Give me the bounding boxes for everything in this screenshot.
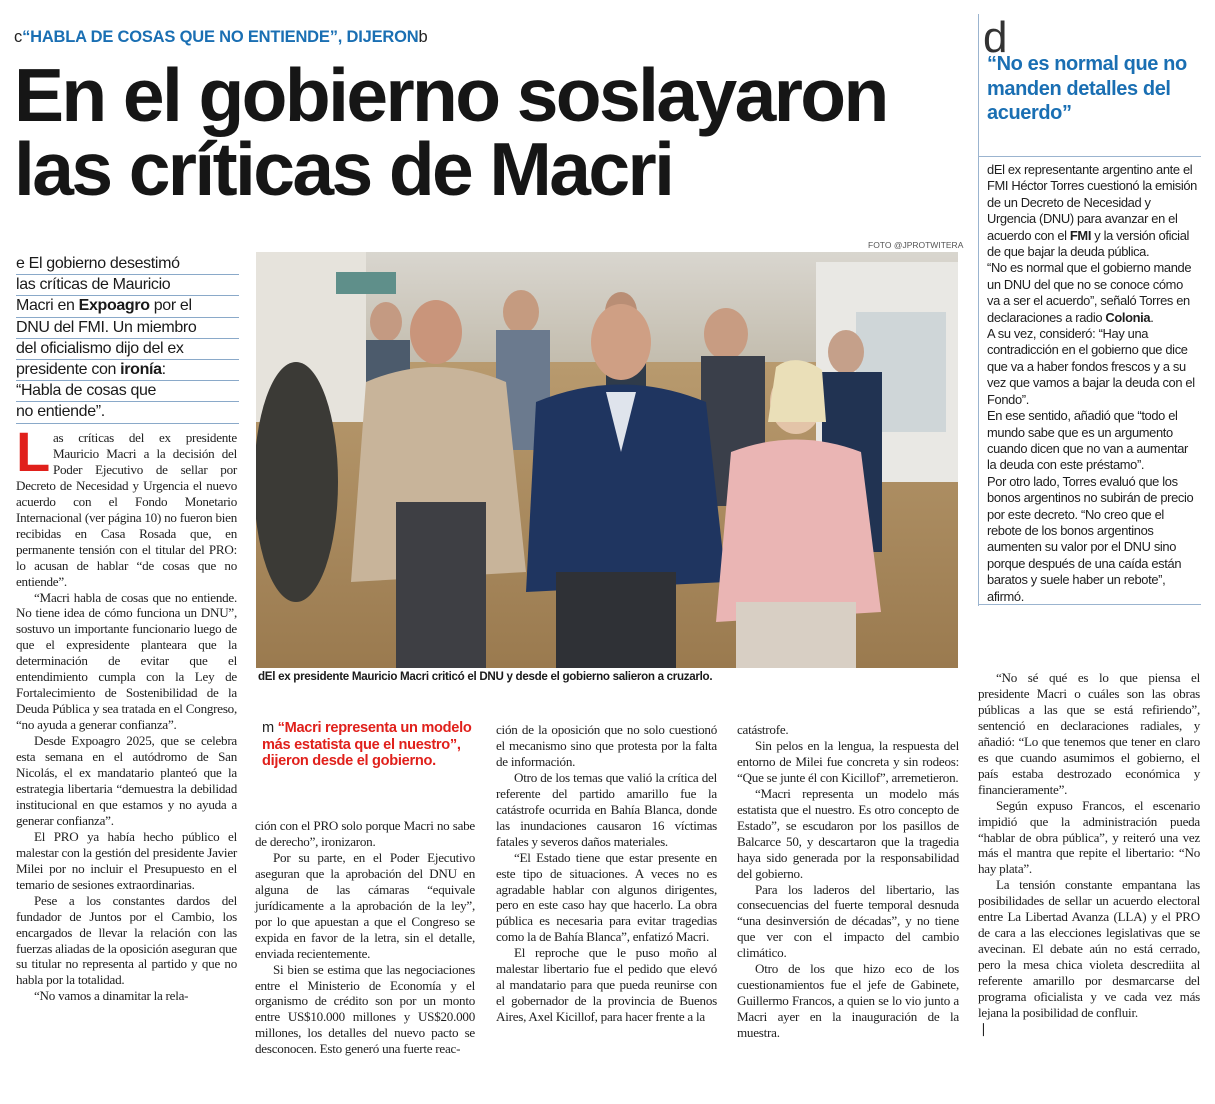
body-column-2	[255, 818, 475, 1057]
body-paragraph: “El Estado tiene que estar presente en este tipo de situaciones. A veces no es agradable hablar con algunos dirigentes, pero en este caso hay que hacerlo. La obra pública es necesaria para evitar tragedias como la de Bahía Blanca”, enfatizó Macri.	[496, 849, 717, 945]
summary-line	[16, 318, 239, 339]
body-paragraph: El reproche que le puso moño al malestar libertario fue el pedido que elevó al mandatario para que pueda reunirse con el gobernador de la provincia de Buenos Aires, Axel Kicillof, para hacer frente a la	[496, 945, 717, 1025]
sidebar-paragraph: Por otro lado, Torres evaluó que los bonos argentinos no subirán de precio por este decreto. “No creo que el rebote de los bonos argentinos aumenten su valor por el DNU sino porque después de una caída están baratos y suele haber un rebote”, afirmó.	[987, 473, 1194, 604]
summary-line	[16, 360, 239, 381]
kicker-suffix-glyph: b	[418, 28, 428, 46]
sidebar-divider	[979, 156, 1201, 157]
sidebar-paragraph: “No es normal que el gobierno mande un DNU del que no se conoce cómo va a ser el acuerdo”, señaló Torres en declaraciones a radio Colonia.	[987, 260, 1192, 325]
sidebar-paragraph: En ese sentido, añadió que “todo el mundo sabe que es un argumento cuando dicen que no van a aumentar la deuda con este préstamo”.	[987, 408, 1188, 473]
press-photo	[256, 252, 958, 668]
kicker	[14, 28, 427, 47]
pullquote	[262, 720, 474, 770]
summary-text: “Habla de cosas que	[16, 382, 157, 400]
pullquote-text: “Macri representa un modelo más estatista que el nuestro”, dijeron desde el gobierno.	[262, 720, 472, 770]
summary-text: no entiende”.	[16, 403, 105, 421]
summary	[16, 254, 239, 424]
body-paragraph: ción con el PRO solo porque Macri no sabe de derecho”, ironizaron.	[255, 818, 475, 849]
summary-line	[16, 254, 239, 275]
summary-text: del oficialismo dijo del ex	[16, 339, 184, 357]
photo-caption	[256, 668, 958, 686]
sidebar-bold: FMI	[1069, 227, 1092, 243]
summary-glyph: e	[16, 255, 25, 272]
body-column-1	[16, 420, 237, 1004]
summary-text: Macri en	[16, 297, 79, 315]
body-paragraph: catástrofe.	[737, 722, 789, 737]
body-paragraph: La tensión constante empantana las posibilidades de sellar un acuerdo electoral entre La Libertad Avanza (LLA) y el PRO de cara a las elecciones legislativas que se avecinan. El debate aún no está cerrado, pero la mesa chica violeta descrediita al referente amarillo por desmarcarse del programa oficialista y ve cada vez más lejana la posibilidad de confluir.	[978, 877, 1200, 1021]
pullquote-glyph: m	[262, 720, 274, 736]
sidebar-bottom-divider	[979, 604, 1201, 605]
dropcap: L	[16, 420, 50, 483]
body-paragraph: “No sé qué es lo que piensa el presidente Macri o cuáles son las obras públicas a las que se está refiriendo”, sentenció en declaraciones radiales, y añadió: “Lo que tenemos que tener en claro es que cuando asumimos el gobierno, el país estaba destrozado económica y financieramente”.	[978, 670, 1200, 797]
kicker-text: “HABLA DE COSAS QUE NO ENTIENDE”, DIJERON	[22, 28, 419, 46]
sidebar-bold: Colonia	[1105, 309, 1151, 325]
summary-text: por el	[149, 297, 192, 315]
paragraph-text: as críticas del ex presidente Mauricio Macri a la decisión del Poder Ejecutivo de sellar por Decreto de Necesidad y Urgencia el nuevo acuerdo con el Fondo Monetario Internacional (ver página 10) no fueron bien recibidas en Casa Rosada que, en permanente tensión con el titular del PRO: lo acusan de hablar “de cosas que no entiende”.	[16, 430, 237, 589]
end-mark: ❘	[978, 1020, 989, 1036]
summary-text: El gobierno desestimó	[28, 255, 180, 272]
sidebar-quote: “No es normal que no manden detalles del acuerdo”	[987, 53, 1187, 124]
body-paragraph: Sin pelos en la lengua, la respuesta del entorno de Milei fue concreta y sin rodeos: “Que se junte él con Kicillof”, arremetieron.	[737, 737, 959, 785]
body-column-4	[737, 722, 959, 1041]
summary-bold: Expoagro	[78, 297, 150, 315]
body-paragraph: Otro de los que hizo eco de los cuestionamientos fue el jefe de Gabinete, Guillermo Francos, a quien se lo vio junto a Macri ayer en la inauguración de la muestra.	[737, 961, 959, 1041]
body-paragraph: El PRO ya había hecho público el malestar con la gestión del presidente Javier Milei por no incluir el Presupuesto en el temario de sesiones extraordinarias.	[16, 828, 237, 892]
body-paragraph: Según expuso Francos, el escenario impidió que la administración pueda “hablar de obra pública”, y reiteró una vez más el mantra que repite el libertario: “No hay plata”.	[978, 797, 1200, 877]
body-column-3	[496, 722, 717, 1025]
body-paragraph: Si bien se estima que las negociaciones entre el Ministerio de Economía y el organismo de crédito son por un monto entre US$10.000 millones y US$20.000 millones, los detalles del nuevo pacto se desconocen. Esto generó una fuerte reac-	[255, 961, 475, 1057]
body-paragraph: “No vamos a dinamitar la rela-	[34, 988, 189, 1004]
body-paragraph: Pese a los constantes dardos del fundador de Juntos por el Cambio, los encargados de llevar la relación con las fuerzas aliadas de la oposición aseguran que su titular no representa al partido y que no habla por la totalidad.	[16, 892, 237, 988]
summary-text: presidente con	[16, 361, 121, 379]
body-paragraph: Desde Expoagro 2025, que se celebra esta semana en el autódromo de San Nicolás, el ex mandatario planteó que la estrategia libertaria “demuestra la debilidad institucional en que estamos y no ayuda a generar confianza”.	[16, 733, 237, 828]
summary-text: DNU del FMI. Un miembro	[16, 318, 197, 336]
press-photo-illustration	[256, 252, 958, 668]
sidebar-text-glyph: d	[987, 162, 994, 177]
summary-line	[16, 339, 239, 360]
body-paragraph: Para los laderos del libertario, las consecuencias del fuerte temporal desnuda “una desinversión de décadas”, y no tiene que ver con el impacto del cambio climático.	[737, 881, 959, 961]
sidebar-box	[978, 14, 1200, 606]
summary-bold: ironía	[120, 361, 162, 379]
summary-line	[16, 296, 239, 317]
photo-credit: FOTO @JPROTWITERA	[868, 240, 964, 250]
caption-glyph: d	[258, 670, 265, 683]
sidebar-glyph: d	[983, 13, 1008, 62]
summary-text: :	[161, 361, 166, 379]
summary-line	[16, 381, 239, 402]
headline: En el gobierno soslayaron las críticas de Macri	[14, 53, 887, 211]
body-paragraph: Otro de los temas que valió la crítica del referente del partido amarillo fue la catástrofe ocurrida en Bahía Blanca, donde las inundaciones causaron 16 víctimas fatales y severos daños materiales.	[496, 769, 717, 849]
sidebar-paragraph: A su vez, consideró: “Hay una contradicción en el gobierno que dice que va a haber fondos frescos y a su vez que vamos a bajar la deuda con el Fondo”.	[987, 326, 1195, 407]
body-paragraph: ción de la oposición que no solo cuestionó el mecanismo sino que protesta por la falta de información.	[496, 722, 717, 769]
sidebar-paragraph: dEl ex representante argentino ante el FMI Héctor Torres cuestionó la emisión de un Decreto de Necesidad y Urgencia (DNU) para avanzar en el acuerdo con el FMI y la versión oficial de que bajar la deuda pública.	[987, 162, 1197, 260]
body-paragraph: “Macri representa un modelo más estatista que el nuestro. Es otro concepto de Estado”, se escudaron por los pasillos de Balcarce 50, y descartaron que la tragedia haya sido generada por la responsabilidad del gobierno.	[737, 785, 959, 881]
caption-text: El ex presidente Mauricio Macri criticó el DNU y desde el gobierno salieron a cruzarlo.	[264, 670, 713, 683]
kicker-prefix-glyph: c	[14, 28, 23, 46]
summary-line	[16, 275, 239, 296]
body-paragraph: “Macri habla de cosas que no entiende. No tiene idea de cómo funciona un DNU”, sostuvo un importante funcionario luego de que el expresidente planteara que la determinación de evitar que el entendimiento cumpla con la Ley de Fortalecimiento de Sostenibilidad de la Deuda Pública y sea tratada en el Congreso, “no ayuda a generar confianza”.	[16, 589, 237, 733]
body-paragraph: Por su parte, en el Poder Ejecutivo aseguran que la aprobación del DNU en alguna de las cámaras “equivale jurídicamente a la aprobación de la ley”, por lo que apuestan a que el Congreso se expida en favor de la letra, sin el detalle, enviada recientemente.	[255, 849, 475, 961]
summary-text: las críticas de Mauricio	[16, 276, 171, 294]
sidebar-text	[987, 162, 1197, 605]
body-column-5	[978, 670, 1200, 1037]
body-paragraph	[16, 420, 237, 590]
